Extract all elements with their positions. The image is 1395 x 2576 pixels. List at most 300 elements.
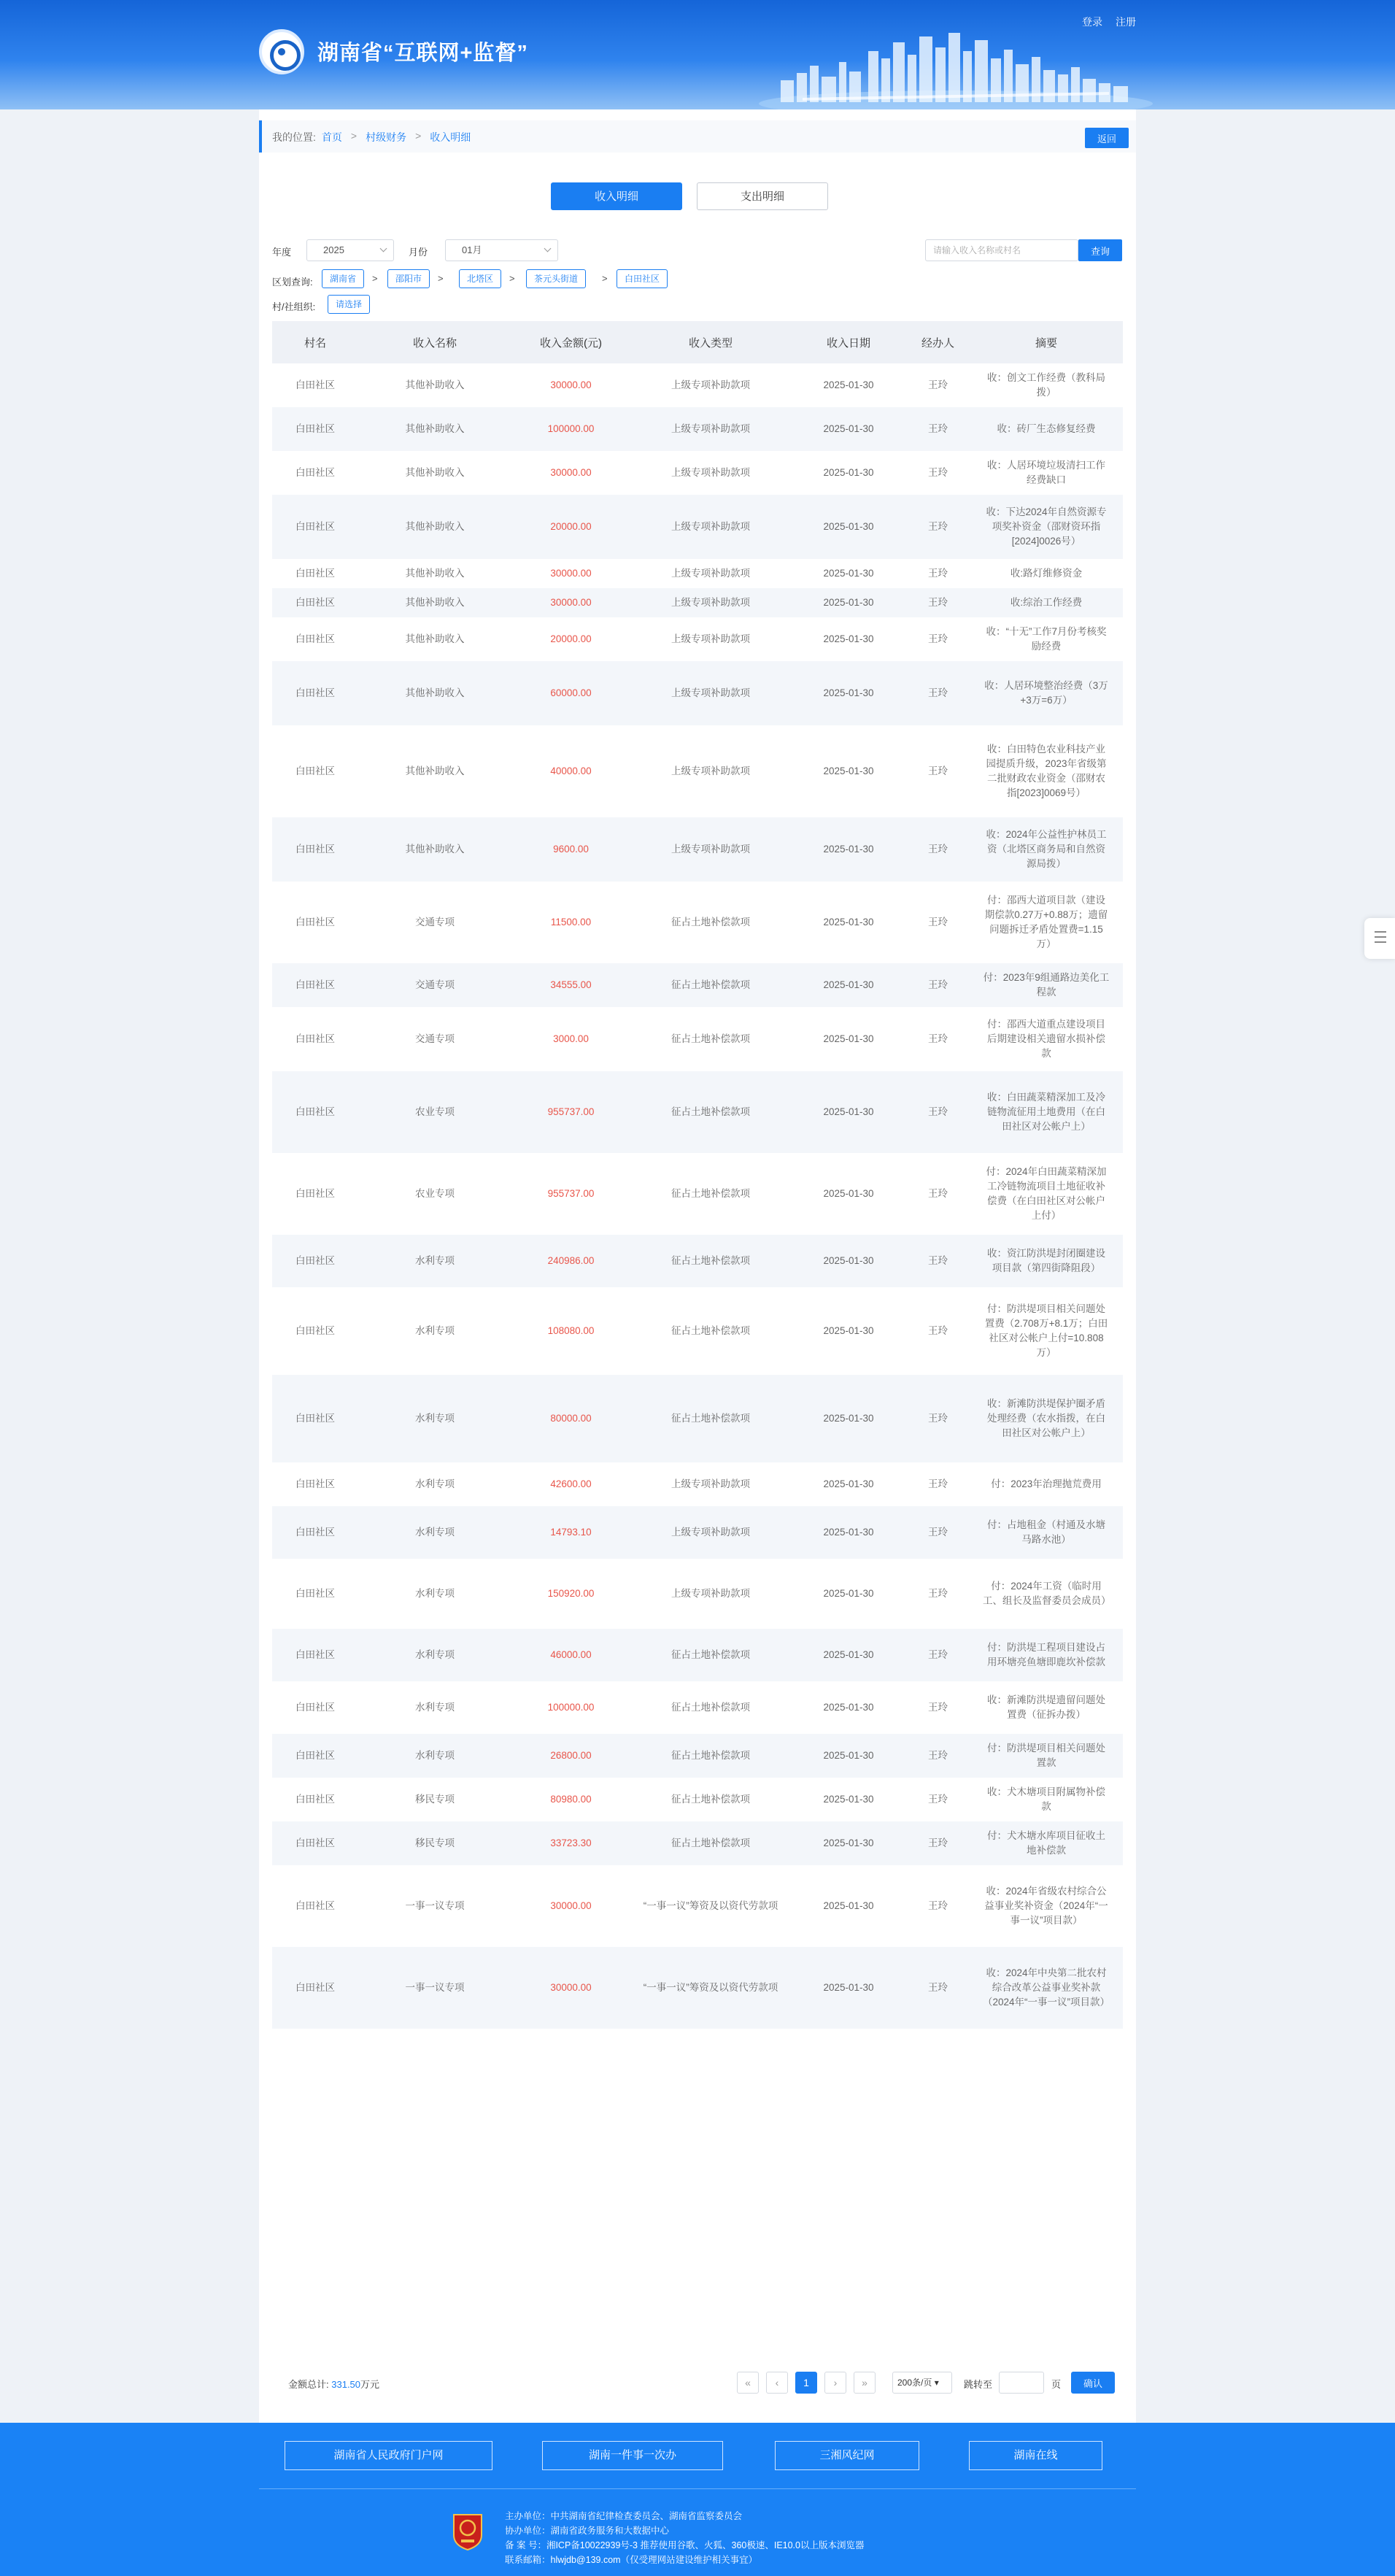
cell-income-name: 一事一议专项 — [405, 1900, 465, 1911]
region-arrow: > — [438, 273, 444, 284]
cell-income-name: 农业专项 — [358, 1071, 511, 1153]
cell-income-name: 交通专项 — [358, 963, 511, 1007]
breadcrumb-income-detail[interactable]: 收入明细 — [430, 131, 471, 143]
cell-amount: 30000.00 — [550, 1900, 592, 1911]
breadcrumb-separator: > — [415, 130, 422, 142]
cell-income-type: 上级专项补助款项 — [630, 1506, 791, 1559]
cell-income-name: 其他补助收入 — [358, 661, 511, 725]
main-panel — [259, 109, 1136, 2423]
region-arrow: > — [509, 273, 515, 284]
breadcrumb-prefix: 我的位置: — [272, 131, 316, 143]
cell-handler: 王玲 — [906, 1506, 970, 1559]
footer-host: 主办单位：中共湖南省纪律检查委员会、湖南省监察委员会 — [505, 2511, 743, 2521]
search-input[interactable] — [925, 239, 1078, 261]
col-summary: 摘要 — [970, 321, 1123, 363]
cell-income-date: 2025-01-30 — [823, 568, 874, 579]
cell-income-type: 上级专项补助款项 — [630, 588, 791, 617]
cell-handler: 王玲 — [928, 1325, 948, 1336]
cell-income-name: 水利专项 — [358, 1506, 511, 1559]
region-chip-community[interactable]: 白田社区 — [617, 269, 668, 288]
cell-income-type: 上级专项补助款项 — [630, 817, 791, 882]
cell-amount: 30000.00 — [550, 379, 592, 390]
cell-amount: 30000.00 — [511, 588, 630, 617]
cell-village: 白田社区 — [272, 817, 358, 882]
cell-income-date: 2025-01-30 — [823, 917, 874, 928]
cell-amount: 30000.00 — [550, 568, 592, 579]
cell-income-date: 2025-01-30 — [823, 633, 874, 644]
cell-income-type: 征占土地补偿款项 — [630, 1821, 791, 1865]
col-amount: 收入金额(元) — [511, 321, 630, 363]
region-chip-city[interactable]: 邵阳市 — [387, 269, 430, 288]
cell-amount: 26800.00 — [511, 1734, 630, 1778]
cell-income-date: 2025-01-30 — [791, 661, 906, 725]
cell-amount: 14793.10 — [511, 1506, 630, 1559]
cell-income-date: 2025-01-30 — [791, 817, 906, 882]
cell-handler: 王玲 — [928, 379, 948, 390]
cell-summary: 收：犬木塘项目附属物补偿款 — [987, 1786, 1105, 1812]
cell-income-date: 2025-01-30 — [791, 1734, 906, 1778]
table-row — [272, 1506, 1123, 1559]
cell-village: 白田社区 — [272, 963, 358, 1007]
cell-summary: 收:路灯维修资金 — [1010, 568, 1083, 579]
page-number-current[interactable]: 1 — [795, 2372, 817, 2394]
table-row — [272, 1865, 1123, 1947]
cell-income-name: 水利专项 — [358, 1375, 511, 1462]
total-value: 331.50 — [331, 2379, 361, 2390]
cell-handler: 王玲 — [906, 1375, 970, 1462]
cell-summary: 付：犬木塘水库项目征收土地补偿款 — [970, 1821, 1123, 1865]
cell-handler: 王玲 — [906, 963, 970, 1007]
cell-summary: 收：白田蔬菜精深加工及冷链物流征用土地费用（在白田社区对公帐户上） — [970, 1071, 1123, 1153]
table-row — [272, 451, 1123, 495]
table-row — [272, 407, 1123, 451]
cell-income-date: 2025-01-30 — [823, 467, 874, 478]
cell-income-date: 2025-01-30 — [791, 588, 906, 617]
cell-handler: 王玲 — [928, 1478, 948, 1489]
cell-income-date: 2025-01-30 — [791, 963, 906, 1007]
query-button[interactable]: 查询 — [1078, 239, 1122, 261]
footer-icp: 备 案 号：湘ICP备10022939号-3 推荐使用谷歌、火狐、360极速、IE10.0以上版本浏览器 — [505, 2540, 865, 2550]
footer-info — [505, 2509, 864, 2567]
cell-income-type: “一事一议”筹资及以资代劳款项 — [630, 1947, 791, 2029]
cell-village: 白田社区 — [295, 379, 335, 390]
cell-summary: 收：2024年省级农村综合公益事业奖补资金（2024年“一事一议”项目款） — [984, 1886, 1108, 1926]
cell-income-name: 其他补助收入 — [405, 766, 465, 776]
col-income-type: 收入类型 — [630, 321, 791, 363]
table-row — [272, 1007, 1123, 1071]
tab-income-detail[interactable]: 收入明细 — [551, 182, 682, 210]
prev-page-button[interactable]: ‹ — [766, 2372, 788, 2394]
table-row — [272, 1153, 1123, 1235]
cell-income-name: 其他补助收入 — [358, 407, 511, 451]
cell-handler: 王玲 — [906, 495, 970, 559]
footer-co-host: 协办单位：湖南省政务服务和大数据中心 — [505, 2526, 670, 2536]
cell-income-name: 水利专项 — [415, 1478, 455, 1489]
footer-link-sanxiang[interactable]: 三湘风纪网 — [775, 2441, 919, 2470]
cell-summary: 付：2024年白田蔬菜精深加工冷链物流项目土地征收补偿费（在白田社区对公帐户上付） — [986, 1166, 1107, 1221]
cell-handler: 王玲 — [906, 1734, 970, 1778]
cell-summary: 付：防洪堤项目相关问题处置费（2.708万+8.1万；白田社区对公帐户上付=10.808万） — [984, 1303, 1108, 1358]
page-unit-label: 页 — [1051, 2379, 1062, 2390]
cell-summary: 收：人居环境垃圾清扫工作经费缺口 — [987, 460, 1105, 485]
table-row — [272, 588, 1123, 617]
city-skyline-banner — [759, 22, 1153, 109]
cell-income-date: 2025-01-30 — [823, 1900, 874, 1911]
cell-handler: 王玲 — [906, 661, 970, 725]
cell-handler: 王玲 — [906, 1821, 970, 1865]
cell-income-date: 2025-01-30 — [823, 1033, 874, 1044]
cell-income-date: 2025-01-30 — [823, 1188, 874, 1199]
table-row — [272, 617, 1123, 661]
cell-village: 白田社区 — [295, 633, 335, 644]
table-row — [272, 363, 1123, 407]
breadcrumb — [259, 120, 1136, 153]
cell-summary: 收：白田特色农业科技产业园提质升级，2023年省级第二批财政农业资金（邵财农指[2023]0069号） — [986, 744, 1107, 798]
cell-summary: 收:综治工作经费 — [970, 588, 1123, 617]
site-title: 湖南省“互联网+监督” — [317, 42, 528, 65]
cell-village: 白田社区 — [272, 588, 358, 617]
cell-income-name: 一事一议专项 — [358, 1947, 511, 2029]
table-row — [272, 1778, 1123, 1821]
cell-income-type: 上级专项补助款项 — [671, 467, 750, 478]
col-handler: 经办人 — [906, 321, 970, 363]
jump-confirm-button[interactable]: 确认 — [1071, 2372, 1115, 2394]
cell-amount: 40000.00 — [550, 766, 592, 776]
cell-amount: 20000.00 — [550, 633, 592, 644]
side-menu-toggle[interactable] — [1364, 918, 1395, 959]
cell-income-name: 水利专项 — [415, 1588, 455, 1599]
cell-village: 白田社区 — [272, 495, 358, 559]
cell-income-type: 征占土地补偿款项 — [630, 963, 791, 1007]
region-arrow: > — [602, 273, 608, 284]
footer-divider — [259, 2488, 1136, 2489]
party-emblem-icon — [451, 2510, 484, 2551]
income-table — [272, 321, 1123, 2029]
cell-income-type: 上级专项补助款项 — [671, 1478, 750, 1489]
table-row — [272, 882, 1123, 963]
cell-summary: 收：下达2024年自然资源专项奖补资金（邵财资环指[2024]0026号） — [970, 495, 1123, 559]
cell-income-name: 水利专项 — [415, 1325, 455, 1336]
cell-income-name: 水利专项 — [358, 1235, 511, 1287]
month-select[interactable] — [445, 239, 558, 261]
cell-summary: 收：“十无”工作7月份考核奖励经费 — [986, 626, 1107, 652]
month-label: 月份 — [409, 247, 428, 258]
cell-income-type: 上级专项补助款项 — [671, 379, 750, 390]
year-label: 年度 — [272, 247, 292, 258]
cell-income-name: 其他补助收入 — [358, 588, 511, 617]
cell-income-date: 2025-01-30 — [791, 1821, 906, 1865]
cell-summary: 收：砖厂生态修复经费 — [970, 407, 1123, 451]
cell-income-type: 征占土地补偿款项 — [630, 1235, 791, 1287]
cell-summary: 收：新滩防洪堤保护圈矛盾处理经费（农水指拨，在白田社区对公帐户上） — [970, 1375, 1123, 1462]
cell-amount: 3000.00 — [553, 1033, 589, 1044]
cell-handler: 王玲 — [906, 588, 970, 617]
site-logo-icon — [259, 29, 304, 74]
table-row — [272, 725, 1123, 817]
cell-income-name: 其他补助收入 — [405, 379, 465, 390]
cell-amount: 11500.00 — [550, 917, 592, 928]
cell-village: 白田社区 — [295, 467, 335, 478]
table-row — [272, 1462, 1123, 1506]
cell-amount: 80000.00 — [511, 1375, 630, 1462]
jump-label: 跳转至 — [964, 2379, 993, 2390]
cell-income-name: 农业专项 — [415, 1188, 455, 1199]
cell-handler: 王玲 — [906, 1629, 970, 1681]
jump-page-input[interactable] — [999, 2372, 1044, 2394]
table-row — [272, 963, 1123, 1007]
table-row — [272, 1947, 1123, 2029]
cell-village: 白田社区 — [272, 1506, 358, 1559]
cell-village: 白田社区 — [272, 1071, 358, 1153]
col-village: 村名 — [272, 321, 358, 363]
cell-amount: 108080.00 — [547, 1325, 595, 1336]
cell-summary: 付：2024年工资（临时用工、组长及监督委员会成员） — [983, 1581, 1111, 1606]
cell-amount: 30000.00 — [511, 1947, 630, 2029]
cell-income-type: 征占土地补偿款项 — [630, 1375, 791, 1462]
footer-link-gov-portal[interactable]: 湖南省人民政府门户网 — [285, 2441, 492, 2470]
region-chip-province[interactable]: 湖南省 — [322, 269, 364, 288]
per-page-select[interactable]: 200条/页 ▾ — [892, 2372, 952, 2394]
cell-income-name: 其他补助收入 — [405, 568, 465, 579]
cell-handler: 王玲 — [928, 1900, 948, 1911]
breadcrumb-village-finance[interactable]: 村级财务 — [366, 131, 407, 143]
cell-summary: 付：邵西大道项目款（建设期偿款0.27万+0.88万；遗留问题拆迁矛盾处置费=1.15万） — [984, 895, 1108, 949]
cell-amount: 240986.00 — [511, 1235, 630, 1287]
cell-income-name: 其他补助收入 — [405, 467, 465, 478]
cell-handler: 王玲 — [928, 633, 948, 644]
cell-income-date: 2025-01-30 — [823, 379, 874, 390]
cell-income-name: 移民专项 — [358, 1821, 511, 1865]
login-link[interactable]: 登录 — [1082, 16, 1102, 28]
cell-income-type: 上级专项补助款项 — [671, 633, 750, 644]
cell-amount: 33723.30 — [511, 1821, 630, 1865]
cell-income-date: 2025-01-30 — [791, 1375, 906, 1462]
cell-income-type: “一事一议”筹资及以资代劳款项 — [643, 1900, 778, 1911]
per-page-value: 200条/页 — [897, 2378, 932, 2388]
footer-link-one-thing[interactable]: 湖南一件事一次办 — [542, 2441, 723, 2470]
cell-summary: 付：占地租金（村通及水塘马路水池） — [970, 1506, 1123, 1559]
cell-handler: 王玲 — [906, 1071, 970, 1153]
cell-amount: 42600.00 — [550, 1478, 592, 1489]
cell-village: 白田社区 — [272, 1235, 358, 1287]
cell-village: 白田社区 — [295, 1702, 335, 1713]
cell-amount: 955737.00 — [547, 1188, 595, 1199]
cell-handler: 王玲 — [928, 1794, 948, 1805]
region-chip-district[interactable]: 北塔区 — [459, 269, 501, 288]
cell-income-type: 上级专项补助款项 — [630, 495, 791, 559]
cell-income-name: 水利专项 — [358, 1734, 511, 1778]
cell-income-date: 2025-01-30 — [823, 1794, 874, 1805]
table-row — [272, 1734, 1123, 1778]
cell-amount: 34555.00 — [511, 963, 630, 1007]
cell-village: 白田社区 — [295, 766, 335, 776]
cell-amount: 9600.00 — [511, 817, 630, 882]
cell-summary: 付：邵西大道重点建设项目后期建设相关遗留水损补偿款 — [987, 1019, 1105, 1059]
cell-income-type: 上级专项补助款项 — [671, 766, 750, 776]
region-chip-street[interactable]: 茶元头街道 — [526, 269, 586, 288]
cell-amount: 100000.00 — [511, 407, 630, 451]
cell-summary: 付：防洪堤项目相关问题处置款 — [970, 1734, 1123, 1778]
cell-income-name: 水利专项 — [358, 1629, 511, 1681]
table-row — [272, 1821, 1123, 1865]
total-label: 金额总计: — [288, 2379, 329, 2390]
table-row — [272, 661, 1123, 725]
first-page-button[interactable]: « — [737, 2372, 759, 2394]
cell-summary: 收：2024年公益性护林员工资（北塔区商务局和自然资源局拨） — [970, 817, 1123, 882]
cell-summary: 付：防洪堤工程项目建设占用环塘亮鱼塘即鹿坎补偿款 — [970, 1629, 1123, 1681]
cell-income-type: 征占土地补偿款项 — [671, 1794, 750, 1805]
cell-handler: 王玲 — [928, 1188, 948, 1199]
table-row — [272, 1071, 1123, 1153]
total-unit: 万元 — [360, 2379, 380, 2390]
cell-summary: 收：资江防洪堤封闭圈建设项目款（第四街降阻段） — [970, 1235, 1123, 1287]
breadcrumb-home[interactable]: 首页 — [321, 131, 342, 143]
region-label: 区划查询: — [272, 277, 313, 288]
year-select[interactable] — [306, 239, 394, 261]
cell-income-type: 征占土地补偿款项 — [630, 1071, 791, 1153]
next-page-button[interactable]: › — [824, 2372, 846, 2394]
cell-handler: 王玲 — [928, 917, 948, 928]
cell-village: 白田社区 — [295, 1478, 335, 1489]
col-income-date: 收入日期 — [791, 321, 906, 363]
cell-village: 白田社区 — [295, 1033, 335, 1044]
cell-income-name: 其他补助收入 — [358, 495, 511, 559]
cell-village: 白田社区 — [295, 568, 335, 579]
cell-income-name: 交通专项 — [415, 1033, 455, 1044]
total-amount — [288, 2377, 379, 2391]
register-link[interactable]: 注册 — [1116, 16, 1136, 28]
table-row — [272, 817, 1123, 882]
month-value: 01月 — [462, 244, 482, 255]
cell-income-date: 2025-01-30 — [823, 1702, 874, 1713]
cell-village: 白田社区 — [272, 1734, 358, 1778]
table-row — [272, 1287, 1123, 1375]
cell-income-date: 2025-01-30 — [791, 495, 906, 559]
cell-village: 白田社区 — [272, 1375, 358, 1462]
cell-income-type: 征占土地补偿款项 — [630, 1629, 791, 1681]
cell-income-date: 2025-01-30 — [791, 1506, 906, 1559]
table-header-row — [272, 321, 1123, 363]
cell-income-type: 征占土地补偿款项 — [671, 1325, 750, 1336]
table-row — [272, 495, 1123, 559]
cell-handler: 王玲 — [906, 817, 970, 882]
chevron-down-icon — [380, 245, 387, 252]
site-footer — [0, 2423, 1395, 2576]
cell-village: 白田社区 — [295, 917, 335, 928]
cell-handler: 王玲 — [928, 766, 948, 776]
tab-expense-detail[interactable]: 支出明细 — [697, 182, 828, 210]
table-row — [272, 1681, 1123, 1734]
breadcrumb-separator: > — [350, 130, 358, 142]
chevron-down-icon — [544, 245, 552, 252]
cell-handler: 王玲 — [906, 1947, 970, 2029]
cell-amount: 30000.00 — [550, 467, 592, 478]
cell-income-name: 其他补助收入 — [405, 633, 465, 644]
cell-amount: 955737.00 — [511, 1071, 630, 1153]
cell-amount: 60000.00 — [511, 661, 630, 725]
cell-village: 白田社区 — [295, 1794, 335, 1805]
cell-income-type: 征占土地补偿款项 — [630, 1734, 791, 1778]
cell-income-type: 征占土地补偿款项 — [671, 917, 750, 928]
cell-handler: 王玲 — [928, 1702, 948, 1713]
menu-icon — [1375, 931, 1386, 946]
cell-income-name: 交通专项 — [415, 917, 455, 928]
footer-link-hunan-online[interactable]: 湖南在线 — [969, 2441, 1102, 2470]
cell-summary: 收：2024年中央第二批农村综合改革公益事业奖补款（2024年“一事一议”项目款） — [970, 1947, 1123, 2029]
cell-income-date: 2025-01-30 — [823, 1588, 874, 1599]
cell-income-type: 上级专项补助款项 — [671, 1588, 750, 1599]
cell-income-type: 上级专项补助款项 — [671, 568, 750, 579]
cell-handler: 王玲 — [928, 1033, 948, 1044]
cell-village: 白田社区 — [295, 1188, 335, 1199]
cell-income-date: 2025-01-30 — [791, 1071, 906, 1153]
cell-income-type: 征占土地补偿款项 — [671, 1702, 750, 1713]
cell-summary: 收：新滩防洪堤遗留问题处置费（征拆办拨） — [987, 1694, 1105, 1720]
table-row — [272, 1235, 1123, 1287]
cell-village: 白田社区 — [272, 407, 358, 451]
cell-handler: 王玲 — [906, 1235, 970, 1287]
cell-amount: 150920.00 — [547, 1588, 595, 1599]
year-value: 2025 — [323, 244, 344, 255]
cell-summary: 收：人居环境整治经费（3万+3万=6万） — [970, 661, 1123, 725]
cell-village: 白田社区 — [295, 1325, 335, 1336]
village-select[interactable]: 请选择 — [328, 295, 370, 314]
back-button[interactable]: 返回 — [1085, 128, 1129, 148]
cell-village: 白田社区 — [272, 661, 358, 725]
cell-amount: 100000.00 — [547, 1702, 595, 1713]
cell-income-name: 移民专项 — [415, 1794, 455, 1805]
cell-income-type: 上级专项补助款项 — [630, 407, 791, 451]
cell-income-name: 水利专项 — [415, 1702, 455, 1713]
table-row — [272, 1375, 1123, 1462]
cell-income-date: 2025-01-30 — [823, 1478, 874, 1489]
cell-income-date: 2025-01-30 — [791, 407, 906, 451]
table-row — [272, 1629, 1123, 1681]
footer-contact: 联系邮箱：hlwjdb@139.com（仅受理网站建设维护相关事宜） — [505, 2555, 758, 2565]
cell-income-date: 2025-01-30 — [823, 1325, 874, 1336]
cell-summary: 付：2023年治理抛荒费用 — [991, 1478, 1102, 1489]
cell-village: 白田社区 — [272, 1629, 358, 1681]
cell-income-date: 2025-01-30 — [791, 1629, 906, 1681]
cell-income-date: 2025-01-30 — [823, 766, 874, 776]
table-row — [272, 1559, 1123, 1629]
cell-handler: 王玲 — [906, 407, 970, 451]
cell-village: 白田社区 — [272, 1947, 358, 2029]
last-page-button[interactable]: » — [854, 2372, 876, 2394]
cell-summary: 收：创文工作经费（教科局拨） — [987, 372, 1105, 398]
cell-income-type: 征占土地补偿款项 — [671, 1188, 750, 1199]
cell-income-name: 其他补助收入 — [358, 817, 511, 882]
cell-income-date: 2025-01-30 — [791, 1235, 906, 1287]
cell-handler: 王玲 — [928, 568, 948, 579]
cell-income-type: 上级专项补助款项 — [630, 661, 791, 725]
cell-amount: 46000.00 — [511, 1629, 630, 1681]
cell-handler: 王玲 — [928, 1588, 948, 1599]
cell-handler: 王玲 — [928, 467, 948, 478]
cell-income-type: 征占土地补偿款项 — [671, 1033, 750, 1044]
cell-village: 白田社区 — [295, 1588, 335, 1599]
table-row — [272, 559, 1123, 588]
cell-village: 白田社区 — [272, 1821, 358, 1865]
cell-village: 白田社区 — [295, 1900, 335, 1911]
col-income-name: 收入名称 — [358, 321, 511, 363]
village-label: 村/社组织: — [272, 301, 316, 312]
cell-summary: 付：2023年9组通路边美化工程款 — [970, 963, 1123, 1007]
cell-amount: 20000.00 — [511, 495, 630, 559]
cell-income-date: 2025-01-30 — [791, 1947, 906, 2029]
site-header — [0, 0, 1395, 109]
cell-amount: 80980.00 — [550, 1794, 592, 1805]
